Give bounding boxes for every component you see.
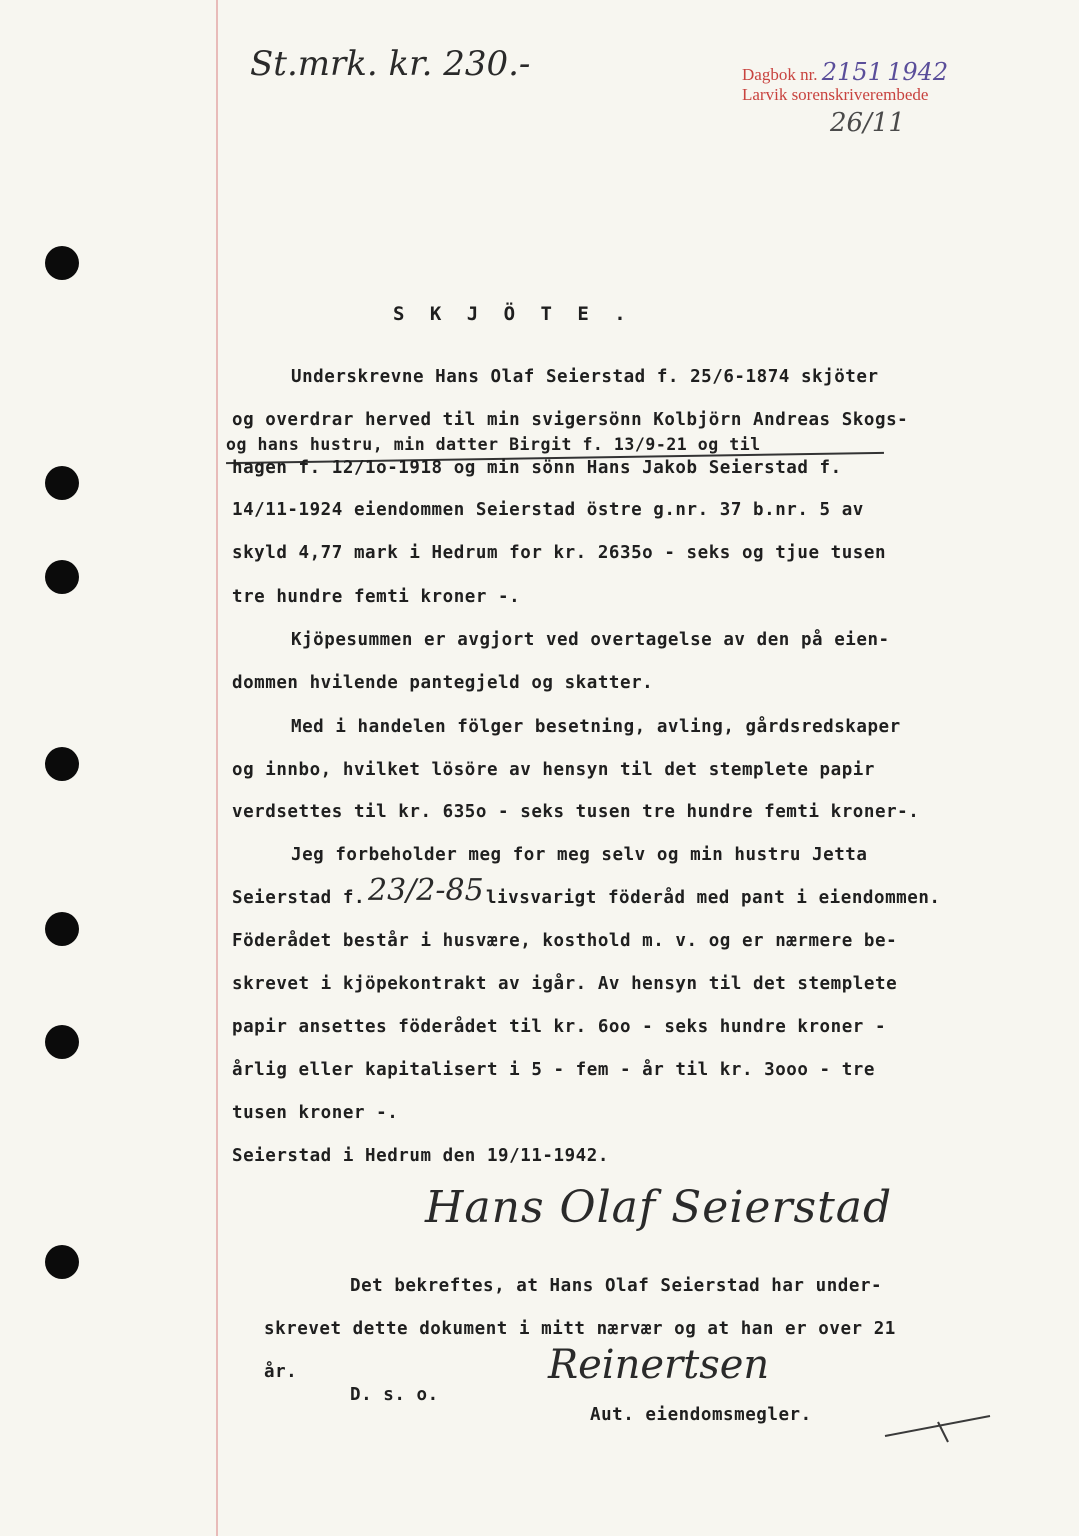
p4-line-5: papir ansettes föderådet til kr. 6oo - seks hundre kroner - — [232, 1017, 887, 1037]
dso-note: D. s. o. — [350, 1385, 439, 1405]
attestation-line-1: Det bekreftes, at Hans Olaf Seierstad har under- — [350, 1276, 883, 1296]
p4-line-6: årlig eller kapitalisert i 5 - fem - år til kr. 3ooo - tre — [232, 1060, 875, 1080]
p1-line-1: Underskrevne Hans Olaf Seierstad f. 25/6-1874 skjöter — [291, 367, 879, 387]
p3-line-2: og innbo, hvilket lösöre av hensyn til det stemplete papir — [232, 760, 875, 780]
attestation-line-2: skrevet dette dokument i mitt nærvær og at han er over 21 — [264, 1319, 896, 1339]
dagbok-year: 1942 — [887, 58, 949, 86]
handwritten-birthdate: 23/2-85 — [368, 873, 484, 908]
p3-line-1: Med i handelen fölger besetning, avling, gårdsredskaper — [291, 717, 901, 737]
signature-hans-olaf: Hans Olaf Seierstad — [425, 1182, 893, 1233]
p4-line-7: tusen kroner -. — [232, 1103, 399, 1123]
attestation-line-3: år. — [264, 1362, 298, 1382]
signer-title: Aut. eiendomsmegler. — [590, 1405, 812, 1425]
office-stamp: Larvik sorenskriverembede — [742, 85, 929, 104]
p4-line-2b: livsvarigt föderåd med pant i eiendommen. — [486, 888, 941, 908]
p4-line-2a: Seierstad f. — [232, 888, 366, 908]
p1-line-6: tre hundre femti kroner -. — [232, 587, 521, 607]
p3-line-3: verdsettes til kr. 635o - seks tusen tre hundre femti kroner-. — [232, 802, 920, 822]
dagbok-number: 2151 — [821, 58, 883, 86]
pen-stroke — [885, 1416, 990, 1436]
p4-line-4: skrevet i kjöpekontrakt av igår. Av hensyn til det stemplete — [232, 974, 898, 994]
signature-broker: Reinertsen — [548, 1342, 770, 1388]
place-date: Seierstad i Hedrum den 19/11-1942. — [232, 1146, 609, 1166]
p1-line-4: 14/11-1924 eiendommen Seierstad östre g.nr. 37 b.nr. 5 av — [232, 500, 864, 520]
stamp-duty-note: St.mrk. kr. 230.- — [250, 44, 531, 84]
document-title: S K J Ö T E . — [393, 303, 633, 325]
p1-line-3: hagen f. 12/1o-1918 og min sönn Hans Jakob Seierstad f. — [232, 458, 842, 478]
p1-inserted-line: og hans hustru, min datter Birgit f. 13/9-21 og til — [226, 435, 761, 454]
p2-line-1: Kjöpesummen er avgjort ved overtagelse av den på eien- — [291, 630, 890, 650]
p1-line-2: og overdrar herved til min svigersönn Kolbjörn Andreas Skogs- — [232, 410, 909, 430]
p1-line-5: skyld 4,77 mark i Hedrum for kr. 2635o - seks og tjue tusen — [232, 543, 887, 563]
date-note: 26/11 — [830, 108, 905, 138]
p2-line-2: dommen hvilende pantegjeld og skatter. — [232, 673, 654, 693]
dagbok-label: Dagbok nr. — [742, 65, 818, 84]
p4-line-1: Jeg forbeholder meg for meg selv og min hustru Jetta — [291, 845, 868, 865]
p4-line-3: Föderådet består i husvære, kosthold m. v. og er nærmere be- — [232, 931, 898, 951]
